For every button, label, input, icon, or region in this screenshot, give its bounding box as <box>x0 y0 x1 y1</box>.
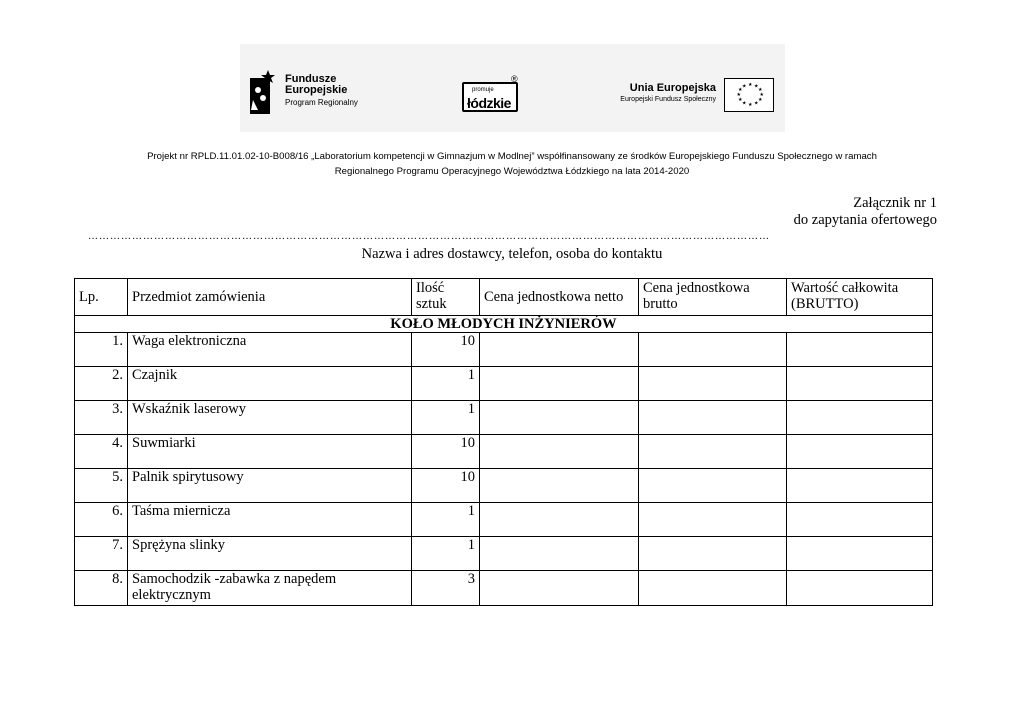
row-lp: 4. <box>75 435 128 469</box>
section-row <box>75 316 933 333</box>
registered-icon: ® <box>511 74 518 84</box>
table-row <box>75 537 933 571</box>
row-lp: 1. <box>75 333 128 367</box>
row-unit-gross-cell[interactable] <box>639 537 787 571</box>
row-total-cell[interactable] <box>787 503 933 537</box>
fundusze-line3: Program Regionalny <box>285 98 358 107</box>
contact-dotted-line: …………………………………………………………………………………………………………………………………………………………………… <box>88 232 770 242</box>
header-unit-gross <box>639 279 787 316</box>
header-item: Przedmiot zamówienia <box>128 279 412 316</box>
row-total-cell[interactable] <box>787 435 933 469</box>
row-name: Waga elektroniczna <box>128 333 412 367</box>
eu-stars-icon <box>725 79 773 111</box>
svg-text:★: ★ <box>754 101 759 107</box>
svg-text:★: ★ <box>759 93 764 98</box>
row-unit-net-cell[interactable] <box>480 537 639 571</box>
eu-logo-text <box>600 82 716 103</box>
row-qty: 1 <box>412 367 480 401</box>
row-unit-gross-cell[interactable] <box>639 571 787 606</box>
row-unit-net-cell[interactable] <box>480 503 639 537</box>
row-qty: 3 <box>412 571 480 606</box>
row-name: Czajnik <box>128 367 412 401</box>
header-total-line2: (BRUTTO) <box>791 296 859 312</box>
project-line1: Projekt nr RPLD.11.01.02-10-B008/16 „Laboratorium kompetencji w Gimnazjum w Modlnej” współfinansowany ze środków Europejskiego Funduszu Społecznego w ramach <box>147 151 877 162</box>
svg-text:★: ★ <box>736 93 741 98</box>
eu-line1: Unia Europejska <box>629 82 716 94</box>
table-row <box>75 401 933 435</box>
row-unit-gross-cell[interactable] <box>639 367 787 401</box>
header-unit-gross-line1: Cena jednostkowa <box>643 280 750 296</box>
row-name: Taśma miernicza <box>128 503 412 537</box>
header-unit-net: Cena jednostkowa netto <box>480 279 639 316</box>
eu-flag-icon <box>724 78 774 112</box>
row-total-cell[interactable] <box>787 367 933 401</box>
row-lp: 6. <box>75 503 128 537</box>
svg-text:★: ★ <box>748 83 753 88</box>
table-row <box>75 435 933 469</box>
row-unit-net-cell[interactable] <box>480 367 639 401</box>
table-row <box>75 571 933 606</box>
header-qty-line1: Ilość <box>416 280 445 296</box>
svg-text:★: ★ <box>738 88 743 93</box>
row-unit-gross-cell[interactable] <box>639 333 787 367</box>
project-description <box>60 149 964 179</box>
header-total <box>787 279 933 316</box>
order-table <box>74 278 933 606</box>
table-header-row <box>75 279 933 316</box>
fundusze-europejskie-logo <box>248 70 378 118</box>
row-total-cell[interactable] <box>787 469 933 503</box>
svg-text:★: ★ <box>742 84 747 90</box>
header-lp: Lp. <box>75 279 128 316</box>
svg-text:★: ★ <box>758 88 763 93</box>
svg-text:★: ★ <box>754 84 759 90</box>
row-name: Sprężyna slinky <box>128 537 412 571</box>
row-unit-net-cell[interactable] <box>480 333 639 367</box>
row-qty: 10 <box>412 469 480 503</box>
row-name: Wskaźnik laserowy <box>128 401 412 435</box>
attachment-line1: Załącznik nr 1 <box>853 195 937 211</box>
eu-line2: Europejski Fundusz Społeczny <box>620 96 716 103</box>
lodzkie-logo <box>460 76 522 114</box>
row-unit-net-cell[interactable] <box>480 401 639 435</box>
table-row <box>75 469 933 503</box>
lodzkie-small-text: promuje <box>472 87 494 93</box>
row-lp: 7. <box>75 537 128 571</box>
row-unit-net-cell[interactable] <box>480 571 639 606</box>
header-qty <box>412 279 480 316</box>
row-total-cell[interactable] <box>787 571 933 606</box>
row-unit-gross-cell[interactable] <box>639 401 787 435</box>
svg-text:★: ★ <box>758 98 763 103</box>
row-name: Suwmiarki <box>128 435 412 469</box>
row-unit-gross-cell[interactable] <box>639 435 787 469</box>
attachment-label <box>794 195 937 229</box>
row-total-cell[interactable] <box>787 333 933 367</box>
fundusze-star-icon <box>248 70 282 116</box>
row-lp: 5. <box>75 469 128 503</box>
project-line2: Regionalnego Programu Operacyjnego Województwa Łódzkiego na lata 2014-2020 <box>334 166 690 177</box>
row-unit-gross-cell[interactable] <box>639 503 787 537</box>
svg-text:★: ★ <box>738 98 743 103</box>
lodzkie-box <box>462 82 518 112</box>
row-lp: 2. <box>75 367 128 401</box>
lodzkie-big-text: łódzkie <box>467 95 511 111</box>
fundusze-line2: Europejskie <box>285 84 348 96</box>
row-qty: 1 <box>412 503 480 537</box>
header-unit-gross-line2: brutto <box>643 296 678 312</box>
row-name: Samochodzik -zabawka z napędem elektrycznym <box>128 571 412 606</box>
svg-text:★: ★ <box>742 101 747 107</box>
row-lp: 8. <box>75 571 128 606</box>
row-unit-gross-cell[interactable] <box>639 469 787 503</box>
row-name: Palnik spirytusowy <box>128 469 412 503</box>
table-row <box>75 333 933 367</box>
header-total-line1: Wartość całkowita <box>791 280 899 296</box>
row-unit-net-cell[interactable] <box>480 469 639 503</box>
table-row <box>75 503 933 537</box>
attachment-line2: do zapytania ofertowego <box>793 212 937 228</box>
fundusze-line1: Fundusze <box>285 73 337 85</box>
header-qty-line2: sztuk <box>416 296 447 312</box>
row-total-cell[interactable] <box>787 537 933 571</box>
row-unit-net-cell[interactable] <box>480 435 639 469</box>
row-qty: 1 <box>412 401 480 435</box>
row-lp: 3. <box>75 401 128 435</box>
row-qty: 10 <box>412 435 480 469</box>
row-total-cell[interactable] <box>787 401 933 435</box>
row-qty: 10 <box>412 333 480 367</box>
section-title: KOŁO MŁODYCH INŻYNIERÓW <box>75 316 933 333</box>
contact-label: Nazwa i adres dostawcy, telefon, osoba do kontaktu <box>361 246 663 262</box>
svg-text:★: ★ <box>748 103 753 108</box>
row-qty: 1 <box>412 537 480 571</box>
table-row <box>75 367 933 401</box>
